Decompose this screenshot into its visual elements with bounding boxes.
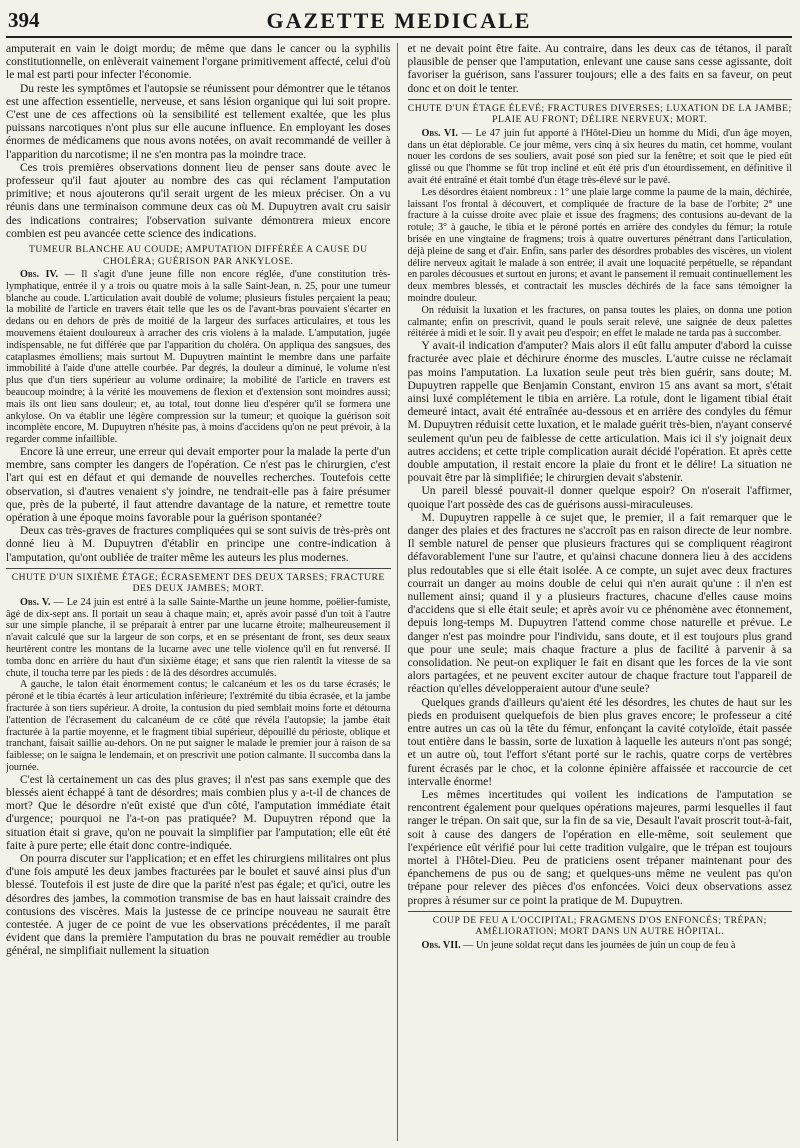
paragraph: M. Dupuytren rappelle à ce sujet que, le premier, il a fait remarquer que le danger des plaies et des fractures ne s'accroît pas en raison directe de leur nombre. Il semble naturel de penser que plusieurs fractures qui se compliquent réagiront défavorablement l'une sur l'autre, et qu'ainsi chacune donnera lieu à des accidens plus redoutables que si elle était isolée. A ce compte, un sujet avec deux fractures courrait un danger au moins double de celui qui n'en aurait qu'une : il n'en est nullement ainsi; quand il y a plusieurs fractures, chacune d'elles cause moins d'accidens que si elle était seule; et après avoir vu ce phénomène avec étonnement, depuis long-temps M. Dupuytren l'attend comme chose naturelle et prévue. Le danger n'est pas moindre pour l'individu, sans doute, et il est toujours plus grand que pour une seule; mais chaque fracture a plus de facilité à parvenir à sa consolidation. Ne peut-on expliquer le fait en disant que les forces de la vie sont alors partagées, et ne peuvent exciter autour de chaque fracture tout l'appareil de réaction qu'elles développeraient autour d'une seule?	[407, 511, 792, 696]
left-column	[6, 43, 398, 1141]
paragraph: Du reste les symptômes et l'autopsie se réunissent pour démontrer que le tétanos est une affection essentielle, nerveuse, et sans lésion organique qui lui soit propre. C'est une de ces affections où la sensibilité est tellement exaltée, que les plus puissans narcotiques n'ont plus sur elle aucune influence. En employant les doses énormes de médicamens que nous avons notées, on avait recommandé de veiller à l'apparition du narcotisme; il ne s'en montra pas la moindre trace.	[6, 82, 391, 161]
observation-v	[6, 597, 391, 680]
paragraph: Les mêmes incertitudes qui voilent les indications de l'amputation se rencontrent également pour quelques opérations majeures, parmi lesquelles il faut ranger le trépan. On sait que, sur la fin de sa vie, Desault l'avait proscrit tout-à-fait, soit à cause des dangers de l'opération en elle-même, soit seulement que l'expérience eût vérifié pour lui cette tradition vulgaire, que le trépan est toujours mortel à l'Hôtel-Dieu. Peu de praticiens osent trépaner maintenant pour des épanchemens de pus ou de sang; et quelques-uns même ne veulent pas qu'on trépane pour relever des pièces d'os enfoncées. Voici deux observations assez propres à résumer sur ce point la pratique de M. Dupuytren.	[407, 789, 792, 907]
paragraph: Deux cas très-graves de fractures compliquées qui se sont suivis de très-près ont donné lieu à M. Dupuytren d'établir en principe une contre-indication à l'amputation, qu'ont oubliée de traiter même les auteurs les plus modernes.	[6, 525, 391, 564]
paragraph: Ces trois premières observations donnent lieu de penser sans doute avec le professeur qu'il faut ajouter au nombre des cas qui réclament l'amputation primitive; et nous ajouterons qu'il serait urgent de les mieux préciser. On a vu réunis dans une terminaison commune deux cas où M. Dupuytren avait cru saisir des indications contraires; l'observation suivante démontrera mieux encore combien est peu avancée cette science des indications.	[6, 161, 391, 240]
observation-label: Obs. V.	[20, 596, 51, 608]
right-column	[408, 43, 793, 1141]
paragraph: Un pareil blessé pouvait-il donner quelque espoir? On n'oserait l'affirmer, quoique l'art possède des cas de guérisons aussi-miraculeuses.	[407, 485, 792, 511]
section-heading: COUP DE FEU A L'OCCIPITAL; FRAGMENS D'OS ENFONCÉS; TRÉPAN; AMÉLIORATION; MORT DANS UN AUTRE HÔPITAL.	[408, 911, 793, 938]
paragraph: Y avait-il indication d'amputer? Mais alors il eût fallu amputer d'abord la cuisse fracturée avec plaie et déchirure énorme des muscles. L'autre cuisse ne réclamait pas moins l'amputation. La luxation seule peut très bien guérir, sans doute; M. Dupuytren rappelle que Benjamin Constant, environ 15 ans avant sa mort, s'était ainsi luxé complétement le tibia en arrière. La rotule, dont le ligament tibial était demeuré intact, avait été entraînée au-dessous et en arrière des condyles du fémur M. Dupuytren réduisit cette luxation, et le malade guérit très-bien, n'ayant conservé seulement qu'un peu de faiblesse de cette articulation. Mais ici il s'y joignait deux autres accidens; et cette triple complication aurait décidé l'opération. Et après cette double amputation, il restait encore la plaie du front et le délire! La situation ne pouvait être par là simplifiée; le chirurgien devait s'abstenir.	[407, 340, 792, 485]
paragraph: amputerait en vain le doigt mordu; de même que dans le cancer ou la syphilis constitutionnelle, on enlèverait vainement l'organe primitivement affecté, celui d'où le mal est parti pour infecter l'économie.	[6, 43, 391, 82]
observation-label: Obs. IV.	[20, 269, 59, 281]
observation-label: Obs. VII.	[421, 939, 461, 951]
observation-iv	[6, 269, 391, 446]
observation-paragraph: A gauche, le talon était énormement contus; le calcanéum et les os du tarse écrasés; le péroné et le tibia écartés à leur articulation inférieure; l'extrémité du tibia écrasée, et la jambe fracturée à son tiers supérieur. A droite, la contusion du pied semblait moins forte et détourna l'attention de l'écrasement du calcanéum de ce côté que révéla l'autopsie; la jambe était fracturée à la partie moyenne, et le fragment tibial supérieur, dépouillé du périoste, oblique et tranchant, faisait saillie au-dehors. On ne put saigner le malade le premier jour à raison de sa faiblesse; on le saigna le lendemain, et on prescrivit une potion calmante. Il succomba dans la journée.	[6, 679, 391, 773]
page-header	[6, 6, 792, 38]
paragraph: C'est là certainement un cas des plus graves; il n'est pas sans exemple que des blessés aient échappé à tant de désordres; mais combien plus y a-t-il de chances de mort? Que le désordre n'eût existé que d'un côté, l'amputation immédiate était d'urgence; pourquoi ne l'a-t-on pas pratiquée? M. Dupuytren répond que la situation était si grave, qu'on ne pouvait la simplifier par l'amputation; elle eût été faite à pure perte; elle était donc contre-indiquée.	[6, 773, 391, 852]
observation-text: — Un jeune soldat reçut dans les journées de juin un coup de feu à	[460, 939, 736, 951]
paragraph: Encore là une erreur, une erreur qui devait emporter pour la malade la perte d'un membre, sans compter les dangers de l'opération. Ce n'est pas le chirurgien, c'est l'art qui est en défaut et qui demande de nouvelles recherches. Toutefois cette observation, si d'autres venaient s'y joindre, ne tendrait-elle pas à faire présumer que, près de la puberté, il faut attendre davantage de la nature, et remettre toute opération à une époque moins favorable pour la guérison spontanée?	[6, 446, 391, 525]
paragraph: Quelques grands d'ailleurs qu'aient été les désordres, les chutes de haut sur les pieds en produisent quelquefois de bien plus graves encore; le professeur a cité entre autres un cas où la tête du fémur, enfonçant la cavité cotyloïde, était passée tout entière dans le bassin, sorte de luxation à laquelle les auteurs n'ont pas songé; et un autre où, tout l'effort s'étant porté sur le rachis, quatre corps de vertèbres furent écrasés par le choc, et la colonne épinière affaissée et raccourcie de cet intervalle énorme!	[407, 696, 792, 788]
paragraph: On pourra discuter sur l'application; et en effet les chirurgiens militaires ont plus d'une fois amputé les deux jambes fracturées par le boulet et sauvé ainsi plus d'un blessé. Toutefois il est juste de dire que la parité n'est pas égale; et qu'ici, outre les désordres des jambes, la commotion transmise de bas en haut laissait craindre des contusions des viscères. Mais la justesse de ce principe nouveau ne saurait être contestée. A juger de ce point de vue les observations précédentes, il me paraît évident que dans la première l'amputation du bras ne pouvait remédier au trouble général, ne simplifiait nullement la situation	[6, 853, 391, 958]
observation-paragraph: Les désordres étaient nombreux : 1° une plaie large comme la paume de la main, déchirée, laissant l'os frontal à découvert, et compliquée de fracture de la base de l'orbite; 2° une fracture à la cuisse droite avec plaie et issue des fragmens; des contusions au-devant de la rotule; 3° à gauche, le tibia et le péroné portés en arrière des condyles du fémur; la rotule brisée en une vingtaine de fragmens; trois à quatre ouvertures pénétrant dans l'articulation, déjà pleine de sang et d'air. Enfin, sans parler des désordres probables des viscères, un violent délire nerveux agitait le malade à son entrée; il avait une loquacité perpétuelle, se répandant en paroles décousues et surtout en jurons; et avant le pansement il remuait continuellement les deux membres blessés, et contractait les muscles déchirés de la face sans témoigner la moindre douleur.	[407, 186, 792, 304]
observation-label: Obs. VI.	[421, 127, 458, 139]
observation-text: — Il s'agit d'une jeune fille non encore réglée, d'une constitution très-lymphatique, entrée il y a trois ou quatre mois à la salle Saint-Jean, n. 25, pour une tumeur blanche au coude. L'articulation avait doublé de volume; plusieurs fistules perçaient la peau; la mobilité de l'article en travers était telle que les os de l'avant-bras pouvaient s'écarter en dedans ou en dehors de près de moitié de la largeur des surfaces articulaires, et tous les mouvemens étaient douloureux à arracher des cris violens à la malade. L'amputation, jugée indispensable, ne fut différée que par l'apparition du choléra. On appliqua des sangsues, des cataplasmes émolliens; mais surtout M. Dupuytren maintint le membre dans une parfaite immobilité à l'aide d'une attelle courbée. Par degrés, la douleur a diminué, le volume n'est plus que d'un tiers supérieur au volume ordinaire; la mobilité de l'article en travers est beaucoup moindre; à la vérité les mouvemens de flexion et d'extension sont moindres aussi; mais ils ont lieu sans douleur; et, au total, tout donne lieu d'espérer qu'il se formera une ankylose. On va établir une légère compression sur la tumeur; et quoique la guérison soit incomplète encore, M. Dupuytren n'hésite pas, à moins d'accidens qu'on ne peut prévoir, à la regarder comme infaillible.	[6, 269, 391, 446]
observation-paragraph: On réduisit la luxation et les fractures, on pansa toutes les plaies, on donna une potion calmante; enfin on prescrivit, quand le pouls serait relevé, une saignée de deux palettes réitérée à midi et le soir. Il y avait peu d'espoir; en effet le malade ne tarda pas à succomber.	[407, 304, 792, 340]
section-heading: CHUTE D'UN ÉTAGE ÉLEVÉ; FRACTURES DIVERSES; LUXATION DE LA JAMBE; PLAIE AU FRONT; DÉLIRE NERVEUX; MORT.	[408, 99, 793, 126]
section-heading: CHUTE D'UN SIXIÈME ÉTAGE; ÉCRASEMENT DES DEUX TARSES; FRACTURE DES DEUX JAMBES; MORT.	[6, 568, 391, 595]
section-heading: TUMEUR BLANCHE AU COUDE; AMPUTATION DIFFÉRÉE A CAUSE DU CHOLÉRA; GUÉRISON PAR ANKYLOSE.	[28, 244, 368, 267]
observation-text: — Le 47 juin fut apporté à l'Hôtel-Dieu un homme du Midi, d'un âge moyen, dans un état déplorable. Ce jour même, vers cinq à six heures du matin, cet homme, voulant nouer les cordons de ses souliers, avait posé son pied sur la fenêtre; et soit que le pied eût glissé ou que l'homme se fût trop incliné et eût été pris d'un étourdissement, en définitive il avait été entraîné et était tombé d'un étage très-élevé sur le pavé.	[407, 127, 792, 186]
journal-title: GAZETTE MEDICALE	[266, 8, 532, 33]
paragraph: et ne devait point être faite. Au contraire, dans les deux cas de tétanos, il paraît plausible de penser que l'amputation, enlevant une cause sans cesse agissante, doit favoriser la guérison, sans l'assurer toujours; elle a des faits en sa faveur, on peut donc et on doit le tenter.	[407, 43, 792, 95]
page-number: 394	[8, 8, 40, 32]
observation-text: — Le 24 juin est entré à la salle Sainte-Marthe un jeune homme, poëlier-fumiste, âgé de dix-sept ans. Il portait un seau à chaque main; et, après avoir passé d'un toit à l'autre sur une simple planche, il se préparait à entrer par une lucarne étroite; malheureusement il n'avait calculé que sur la largeur de son corps, et en se présentant de front, ses deux seaux heurtèrent contre les montans de la lucarne avec une telle violence qu'il en fut renversé. Il tomba donc en arrière du haut d'un sixième étage; et sans que rien ralentît la vitesse de sa chute, il toucha terre par les pieds : de là des désordres accumulés.	[6, 596, 391, 679]
observation-vii	[408, 940, 793, 952]
text-columns	[6, 43, 792, 1141]
observation-vi	[408, 128, 793, 187]
